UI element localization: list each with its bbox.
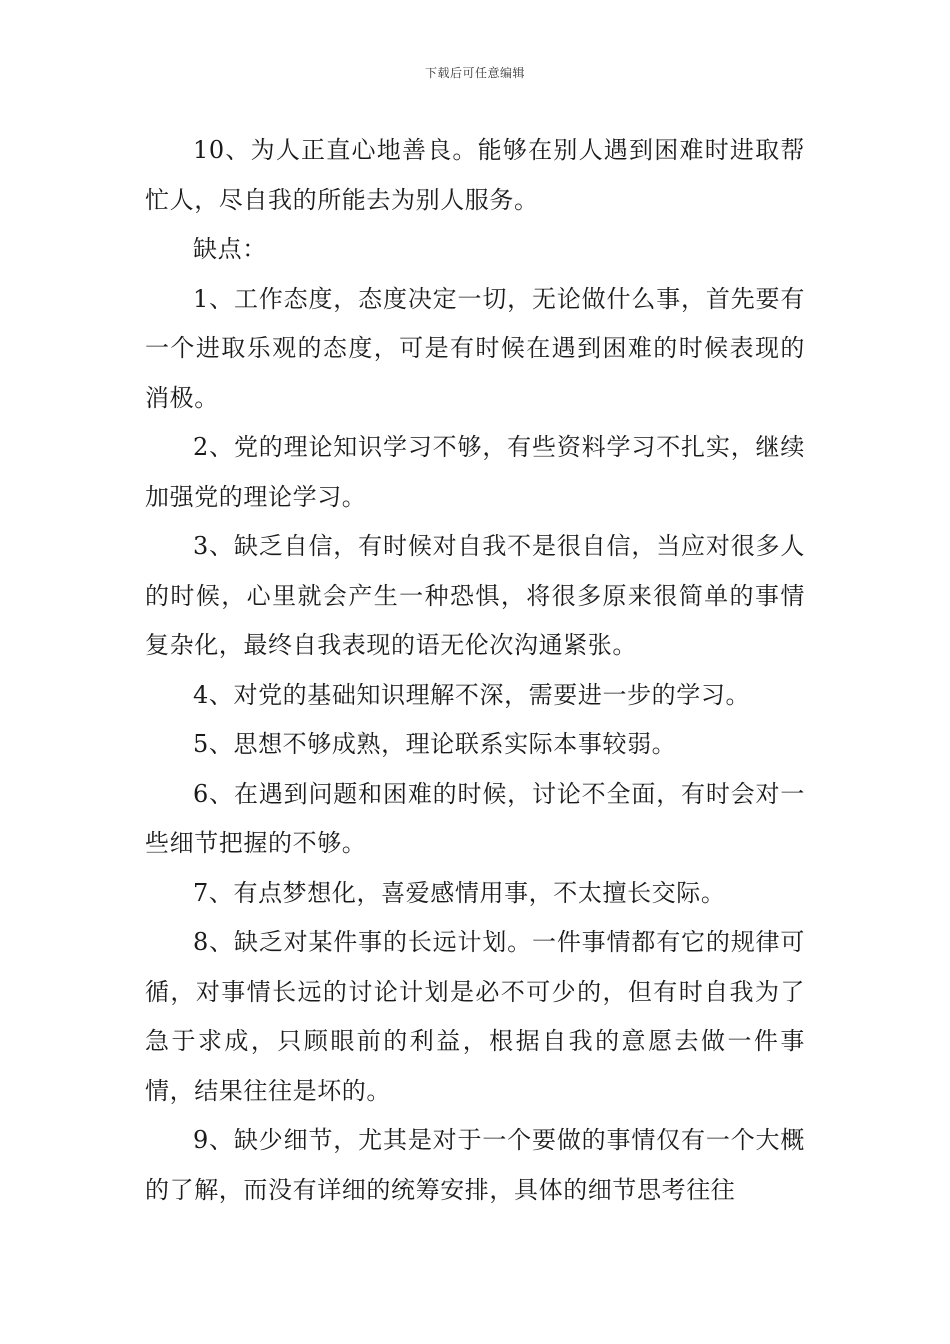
page-header: 下载后可任意编辑 [424, 66, 525, 80]
paragraph-strength-10: 10、为人正直心地善良。能够在别人遇到困难时进取帮忙人，尽自我的所能去为别人服务。 [145, 136, 805, 214]
paragraph-weakness-6: 6、在遇到问题和困难的时候，讨论不全面，有时会对一些细节把握的不够。 [145, 779, 805, 857]
paragraph-weakness-3: 3、缺乏自信，有时候对自我不是很自信，当应对很多人的时候，心里就会产生一种恐惧，将很多原来很简单的事情复杂化，最终自我表现的语无伦次沟通紧张。 [145, 532, 805, 659]
document-body [145, 126, 805, 1215]
paragraph-weakness-5: 5、思想不够成熟，理论联系实际本事较弱。 [193, 730, 677, 758]
paragraph-weakness-2: 2、党的理论知识学习不够，有些资料学习不扎实，继续加强党的理论学习。 [145, 433, 805, 511]
paragraph-weakness-9: 9、缺少细节，尤其是对于一个要做的事情仅有一个大概的了解，而没有详细的统筹安排，具体的细节思考往往 [145, 1126, 805, 1204]
paragraph-weakness-8: 8、缺乏对某件事的长远计划。一件事情都有它的规律可循，对事情长远的讨论计划是必不可少的，但有时自我为了急于求成，只顾眼前的利益，根据自我的意愿去做一件事情，结果往往是坏的。 [145, 928, 805, 1105]
paragraph-weakness-1: 1、工作态度，态度决定一切，无论做什么事，首先要有一个进取乐观的态度，可是有时候在遇到困难的时候表现的消极。 [145, 284, 805, 412]
section-heading-weaknesses: 缺点： [193, 235, 267, 263]
paragraph-weakness-4: 4、对党的基础知识理解不深，需要进一步的学习。 [193, 680, 751, 709]
paragraph-weakness-7: 7、有点梦想化，喜爱感情用事，不太擅长交际。 [193, 878, 726, 907]
